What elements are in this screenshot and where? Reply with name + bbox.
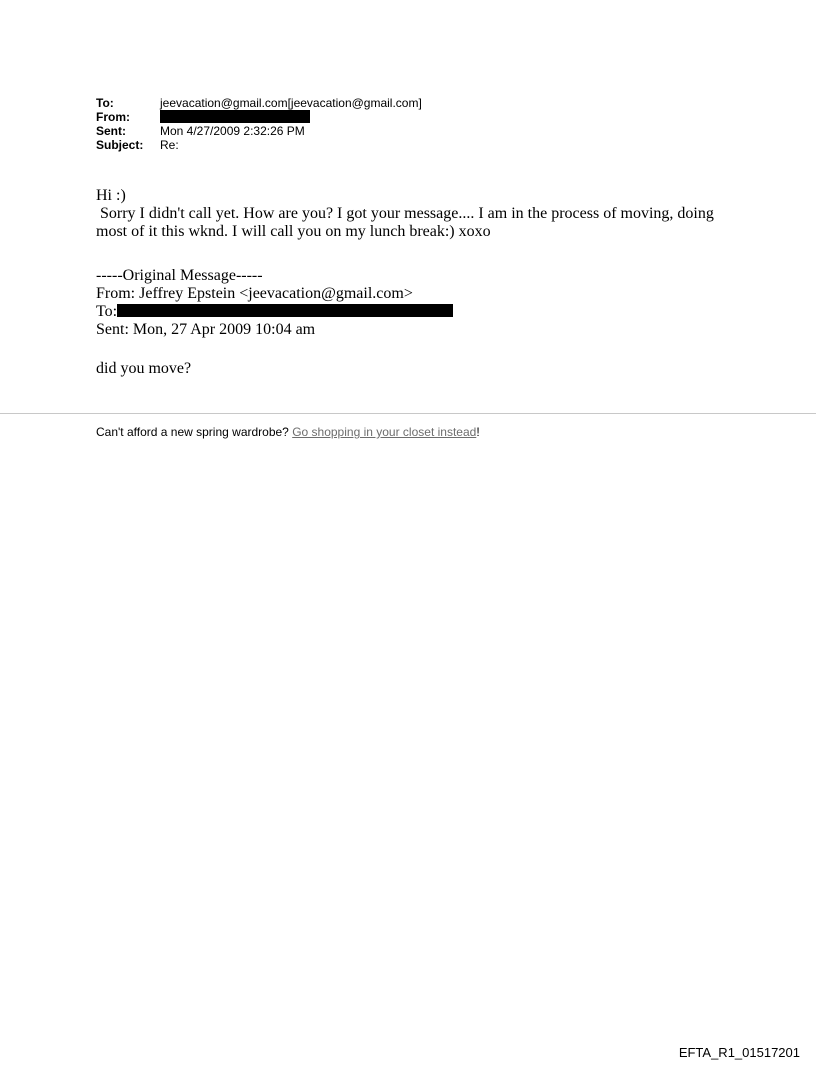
redaction-block — [117, 304, 453, 317]
original-message — [96, 267, 453, 339]
footer-ad-prefix: Can't afford a new spring wardrobe? — [96, 425, 293, 439]
original-to-label: To: — [96, 303, 118, 320]
subject-value: Re: — [160, 138, 179, 152]
original-sent: Sent: Mon, 27 Apr 2009 10:04 am — [96, 321, 316, 338]
greeting: Hi :) — [96, 187, 126, 204]
sent-value: Mon 4/27/2009 2:32:26 PM — [160, 124, 305, 138]
to-label: To: — [96, 96, 114, 110]
from-row — [96, 110, 422, 124]
original-body: did you move? — [96, 360, 192, 377]
redaction-block — [160, 110, 310, 123]
message-body — [96, 187, 736, 241]
subject-row — [96, 138, 422, 152]
divider — [0, 413, 816, 414]
message-text: Sorry I didn't call yet. How are you? I got your message.... I am in the process of moving, doing most of it this wknd. I will call you on my lunch break:) xoxo — [96, 205, 718, 240]
footer-ad-suffix: ! — [476, 425, 480, 439]
sent-label: Sent: — [96, 124, 126, 138]
subject-label: Subject: — [96, 138, 144, 152]
to-row — [96, 96, 422, 110]
to-value: jeevacation@gmail.com[jeevacation@gmail.com] — [160, 96, 422, 110]
from-label: From: — [96, 110, 130, 124]
footer-ad — [96, 425, 480, 439]
bates-number: EFTA_R1_01517201 — [678, 1045, 800, 1060]
original-from: From: Jeffrey Epstein <jeevacation@gmail.com> — [96, 285, 413, 302]
original-to-row — [96, 303, 453, 321]
email-header — [96, 96, 422, 152]
original-separator: -----Original Message----- — [96, 267, 263, 284]
sent-row — [96, 124, 422, 138]
footer-ad-link[interactable]: Go shopping in your closet instead — [292, 425, 477, 439]
